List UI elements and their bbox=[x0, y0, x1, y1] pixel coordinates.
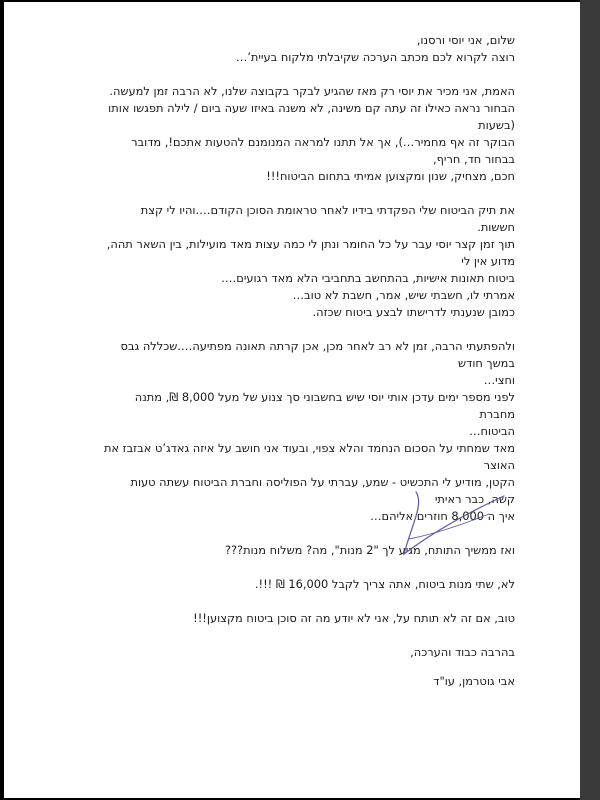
handwritten-signature bbox=[394, 484, 514, 579]
scan-edge bbox=[580, 0, 600, 800]
letter-line: לפני מספר ימים עדכן אותי יוסי שיש בחשבוני סך צנוע של מעל 8,000 ₪, מתנה מחברת bbox=[134, 390, 515, 421]
letter-line: הבחור נראה כאילו זה עתה קם משינה, לא משנה באיזו שעה ביום / לילה תפגשו אותו (בשעות bbox=[108, 101, 515, 132]
paragraph-intro bbox=[102, 83, 515, 185]
letter-line: ולהפתעתי הרבה, זמן לא רב לאחר מכן, אכן קרתה תאונה מפתיעה….שכללה גבס במשך חודש bbox=[120, 339, 515, 370]
paragraph-insurance-file bbox=[102, 202, 515, 321]
letter-line: שלום, אני יוסי ורסנו, bbox=[416, 33, 515, 47]
letter-line: ביטוח תאונות אישיות, בהתחשב בתחביבי הלא מאד רגועים…. bbox=[221, 271, 515, 285]
letter-line: האמת, אני מכיר את יוסי רק מאז שהגיע לבקר בקבוצה שלנו, לא הרבה זמן למעשה. bbox=[109, 84, 515, 98]
letter-line: את תיק הביטוח שלי הפקדתי בידיו לאחר טראומת הסוכן הקודם….והיו לי קצת חששות. bbox=[140, 203, 515, 234]
letter-line: טוב, אם זה לא תותח על, אני לא יודע מה זה סוכן ביטוח מקצוען!!! bbox=[193, 611, 515, 625]
closing-line: בהרבה כבוד והערכה, bbox=[410, 645, 515, 659]
letter-line: וחצי… bbox=[483, 373, 515, 387]
letter-line: לא, שתי מנות ביטוח, אתה צריך לקבל 16,000 ₪ !!!. bbox=[254, 577, 515, 591]
letter-line: אמרתי לו, חשבתי שיש, אמר, חשבת לא טוב… bbox=[292, 288, 515, 302]
letter-line: הבוקר זה אף מחמיר…), אך אל תתנו למראה המנומנם להטעות אתכם!, מדובר בבחור חד, חריף, bbox=[131, 135, 515, 166]
greeting-paragraph bbox=[102, 32, 515, 66]
letter-line: הביטוח… bbox=[469, 424, 515, 438]
letter-line: כמובן שנענתי לדרישתו לבצע ביטוח שכזה. bbox=[312, 305, 515, 319]
signature-name: אבי גוטרמן, עו"ד bbox=[433, 674, 515, 688]
letter-line: מאד שמחתי על הסכום הנחמד והלא צפוי, ובעוד אני חושב על איזה גאדג’ט אבזבז את האוצר bbox=[103, 441, 515, 472]
letter-page bbox=[4, 2, 580, 798]
letter-line: חכם, מצחיק, שנון ומקצוען אמיתי בתחום הביטוח!!! bbox=[266, 169, 515, 183]
letter-line: ואז ממשיך התותח, מגיע לך "2 מנות", מה? משלוח מנות??? bbox=[224, 543, 515, 557]
letter-line: תוך זמן קצר יוסי עבר על כל החומר ונתן לי כמה עצות מאד מועילות, בין השאר תהה, מדוע אין לי bbox=[106, 237, 515, 268]
letter-line: הקטן, מודיע לי התכשיט - שמע, עברתי על הפוליסה וחברת הביטוח עשתה טעות קשה, כבר ראיתי bbox=[130, 475, 515, 506]
letter-line: איך ה 8,000 חוזרים אליהם… bbox=[370, 509, 515, 523]
letter-line: רוצה לקרוא לכם מכתב הערכה שקיבלתי מלקוח בעיית’… bbox=[235, 50, 515, 64]
letter-body bbox=[102, 32, 515, 690]
